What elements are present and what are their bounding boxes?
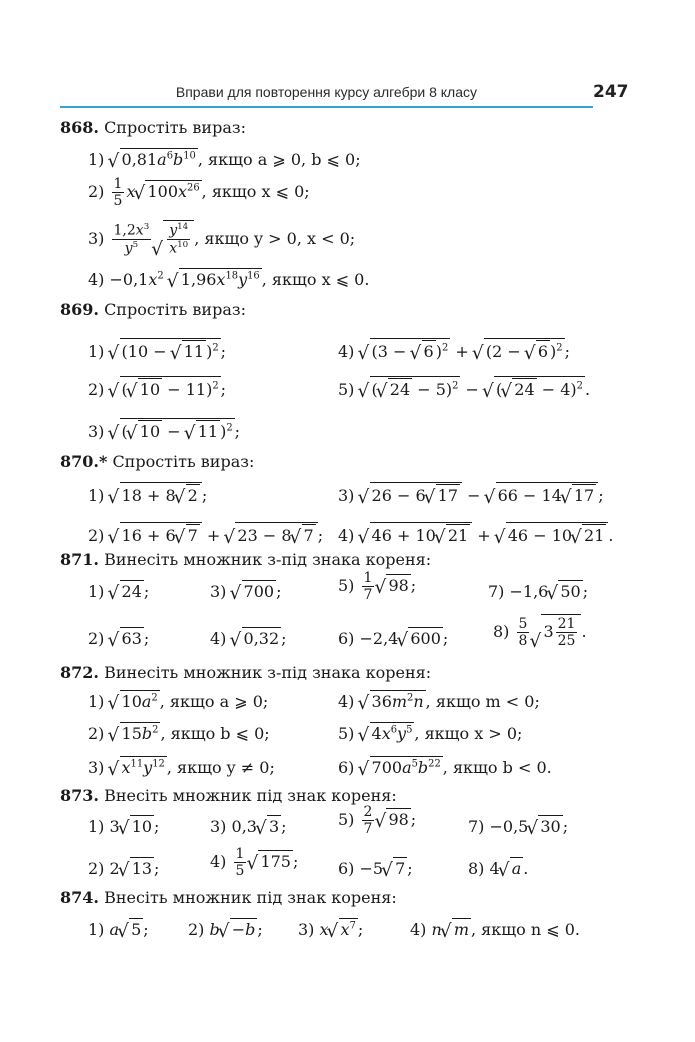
exercise-task: Спростіть вираз: xyxy=(104,300,246,319)
exercise-873-heading xyxy=(60,786,397,805)
exercise-number: 870.* xyxy=(60,452,108,471)
condition: , якщо x ⩽ 0. xyxy=(261,270,370,289)
exercise-number: 869. xyxy=(60,300,99,319)
ex869-item-5: 5) √ (√ 24 − 5)$^2$ − √ (√ 24 − 4)$^2$ . xyxy=(338,376,590,399)
condition: , якщо n ⩽ 0. xyxy=(471,920,581,939)
exercise-870-heading xyxy=(60,452,254,471)
exercise-872-heading xyxy=(60,663,431,682)
condition: , якщо b < 0. xyxy=(442,758,552,777)
ex873-item-6: 6) −5√ 7 ; xyxy=(338,857,413,878)
ex871-item-7: 7) −1,6√ 50 ; xyxy=(488,580,588,601)
exercise-number: 874. xyxy=(60,888,99,907)
ex871-item-2: 2) √ 63 ; xyxy=(88,627,149,648)
ex873-item-7: 7) −0,5√ 30 ; xyxy=(468,815,568,836)
condition: , якщо y > 0, x < 0; xyxy=(194,228,356,248)
condition: , якщо b ⩽ 0; xyxy=(160,724,270,743)
ex870-item-3: 3) √ 26 − 6√ 17 − √ 66 − 14√ 17 ; xyxy=(338,482,604,505)
page-number: 247 xyxy=(593,82,629,102)
ex873-item-2: 2) 2√ 13 ; xyxy=(88,857,159,878)
ex871-item-4: 4) √ 0,32 ; xyxy=(210,627,287,648)
condition: , якщо a ⩾ 0; xyxy=(159,692,269,711)
condition: , якщо x > 0; xyxy=(414,724,523,743)
ex870-item-1: 1) √ 18 + 8√ 2 ; xyxy=(88,482,207,505)
ex870-item-4: 4) √ 46 + 10√ 21 + √ 46 − 10√ 21 . xyxy=(338,522,614,545)
condition: , якщо y ≠ 0; xyxy=(166,758,275,777)
ex874-item-3: 3) x√ $x^7$ ; xyxy=(298,918,363,939)
ex873-item-4: 4) $\frac{1}{5}$ √ 175 ; xyxy=(210,846,298,879)
ex868-item-1: 1) √ $0,81a^6b^{10}$ , якщо a ⩾ 0, b ⩽ 0; xyxy=(88,148,361,169)
ex871-item-6: 6) −2,4√ 600 ; xyxy=(338,627,448,648)
ex871-item-1: 1) √ 24 ; xyxy=(88,580,149,601)
ex872-item-4: 4) √ $36m^2n$ , якщо m < 0; xyxy=(338,690,540,711)
condition: , якщо m < 0; xyxy=(425,692,540,711)
ex872-item-3: 3) √ $x^{11}y^{12}$ , якщо y ≠ 0; xyxy=(88,756,275,777)
ex873-item-5: 5) $\frac{2}{7}$ √ 98 ; xyxy=(338,804,416,837)
ex869-item-3: 3) √ (√ 10 − √ 11 )$^2$ ; xyxy=(88,418,240,441)
ex872-item-2: 2) √ $15b^2$ , якщо b ⩽ 0; xyxy=(88,722,270,743)
exercise-868-heading xyxy=(60,118,246,137)
header-rule xyxy=(60,106,593,108)
ex868-item-3: 3) $\frac{1,2x^3}{y^5}$ √ $\frac{y^{14}}{x^{10}}$ , якщо y > 0, x < 0; xyxy=(88,220,355,257)
ex873-item-3: 3) 0,3√ 3 ; xyxy=(210,815,287,836)
exercise-871-heading xyxy=(60,550,431,569)
ex874-item-4: 4) n√ m , якщо n ⩽ 0. xyxy=(410,918,580,939)
ex872-item-5: 5) √ $4x^6y^5$ , якщо x > 0; xyxy=(338,722,522,743)
exercise-task: Винесіть множник з-під знака кореня: xyxy=(104,663,432,682)
ex871-item-8: 8) $\frac{5}{8}$ √ 3 $\frac{21}{25}$ . xyxy=(493,614,587,649)
ex869-item-1: 1) √ (10 − √ 11 )$^2$ ; xyxy=(88,338,226,361)
condition: , якщо x ⩽ 0; xyxy=(201,182,310,202)
ex873-item-8: 8) 4√ a . xyxy=(468,857,528,878)
exercise-number: 873. xyxy=(60,786,99,805)
header-title: Вправи для повторення курсу алгебри 8 класу xyxy=(175,84,477,100)
ex869-item-2: 2) √ (√ 10 − 11)$^2$ ; xyxy=(88,376,226,399)
exercise-task: Внесіть множник під знак кореня: xyxy=(104,888,397,907)
ex868-item-2: 2) $\frac{1}{5}$ x√ $100x^{26}$ , якщо x ⩽ 0; xyxy=(88,176,310,209)
ex868-item-4: $4) -0,1x^2$ √ $1,96x^{18}y^{16}$ , якщо x ⩽ 0. xyxy=(88,268,369,289)
ex874-item-2: 2) b√ −b ; xyxy=(188,918,263,939)
exercise-869-heading xyxy=(60,300,246,319)
exercise-task: Винесіть множник з-під знака кореня: xyxy=(104,550,432,569)
exercise-task: Внесіть множник під знак кореня: xyxy=(104,786,397,805)
exercise-task: Спростіть вираз: xyxy=(112,452,255,471)
exercise-number: 868. xyxy=(60,118,99,137)
ex871-item-5: 5) $\frac{1}{7}$ √ 98 ; xyxy=(338,570,416,603)
ex871-item-3: 3) √ 700 ; xyxy=(210,580,281,601)
ex873-item-1: 1) 3√ 10 ; xyxy=(88,815,159,836)
exercise-874-heading xyxy=(60,888,397,907)
exercise-task: Спростіть вираз: xyxy=(104,118,246,137)
condition: , якщо a ⩾ 0, b ⩽ 0; xyxy=(197,150,361,169)
exercise-number: 872. xyxy=(60,663,99,682)
exercise-number: 871. xyxy=(60,550,99,569)
ex872-item-6: 6) √ $700a^5b^{22}$ , якщо b < 0. xyxy=(338,756,552,777)
ex872-item-1: 1) √ $10a^2$ , якщо a ⩾ 0; xyxy=(88,690,268,711)
ex869-item-4: 4) √ (3 − √ 6 )$^2$ + √ (2 − √ 6 )$^2$ ; xyxy=(338,338,570,361)
ex870-item-2: 2) √ 16 + 6√ 7 + √ 23 − 8√ 7 ; xyxy=(88,522,323,545)
page-header xyxy=(60,80,629,108)
ex874-item-1: 1) a√ 5 ; xyxy=(88,918,149,939)
